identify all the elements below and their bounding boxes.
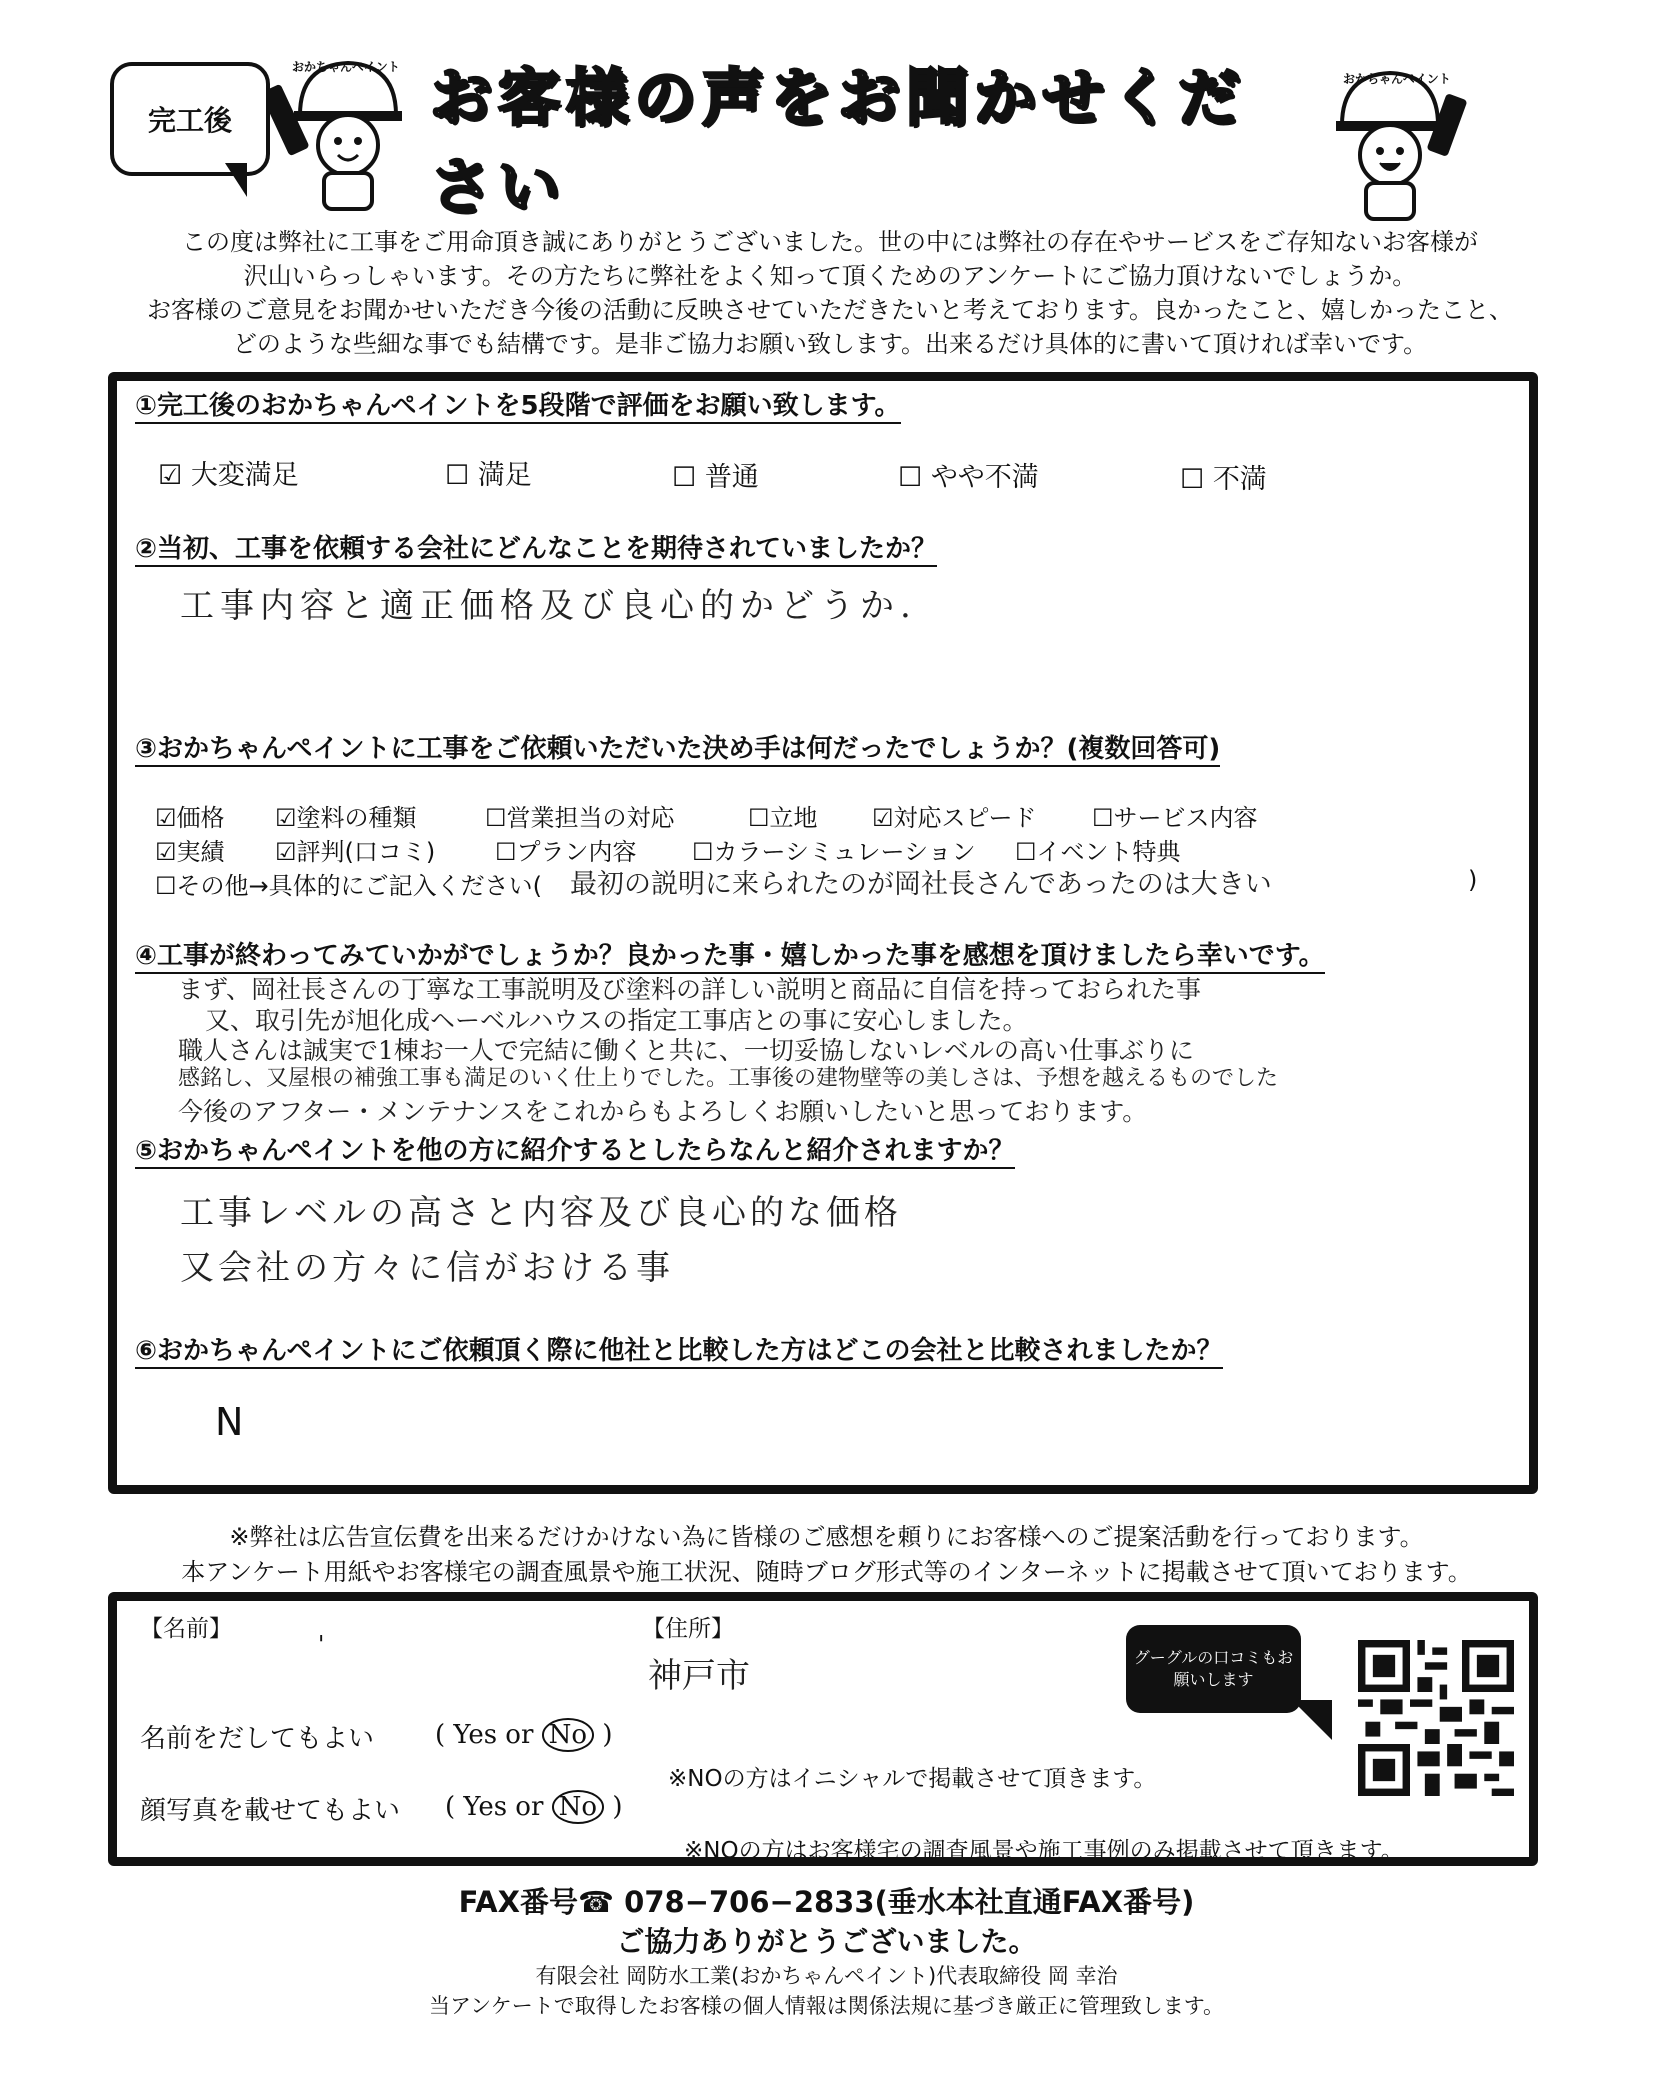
question-2-label: ②当初、工事を依頼する会社にどんなことを期待されていましたか？ (135, 528, 937, 567)
q1-option-somewhat-dissatisfied[interactable] (898, 455, 1039, 494)
company-info: 有限会社 岡防水工業(おかちゃんペイント)代表取締役 岡 幸治 (535, 1964, 1118, 1988)
q1-option-satisfied[interactable] (445, 453, 532, 492)
name-label: 【名前】 (140, 1616, 232, 1642)
intro-line: 沢山いらっしゃいます。その方たちに弊社をよく知って頂くためのアンケートにご協力頂けないでしょうか。 (243, 262, 1417, 290)
option-label: 満足 (477, 460, 532, 491)
close-paren: ) (612, 1792, 623, 1822)
option-label: 価格 (176, 804, 225, 832)
close-paren: ) (602, 1720, 613, 1750)
q3-option-reputation[interactable] (275, 832, 435, 867)
qr-bubble-tail (1292, 1700, 1332, 1740)
intro-line: お客様のご意見をお聞かせいただき今後の活動に反映させていただきたいと考えております。良かったこと、嬉しかったこと、 (146, 296, 1514, 324)
qr-message-bubble: グーグルの口コミもお願いします (1126, 1625, 1301, 1713)
address-label: 【住所】 (642, 1616, 734, 1642)
option-label: 塗料の種類 (296, 804, 417, 832)
option-label: 不満 (1212, 464, 1267, 495)
photo-permission-choice[interactable] (445, 1790, 622, 1824)
question-5-answer-line: 又会社の方々に信がおける事 (180, 1248, 674, 1288)
privacy-notice: 当アンケートで取得したお客様の個人情報は関係法規に基づき厳正に管理致します。 (428, 1994, 1225, 2018)
option-label: 普通 (704, 462, 759, 493)
name-permission-note: ※NOの方はイニシャルで掲載させて頂きます。 (668, 1766, 1157, 1792)
photo-permission-note: ※NOの方はお客様宅の調査風景や施工事例のみ掲載させて頂きます。 (684, 1838, 1404, 1864)
question-5-answer-line: 工事レベルの高さと内容及び良心的な価格 (180, 1193, 902, 1233)
q3-option-response-speed[interactable] (872, 798, 1037, 833)
q1-option-dissatisfied[interactable] (1180, 457, 1267, 496)
question-5-label: ⑤おかちゃんペイントを他の方に紹介するとしたらなんと紹介されますか？ (135, 1130, 1015, 1169)
question-2-answer: 工事内容と適正価格及び良心的かどうか. (180, 586, 917, 626)
checkbox-icon: ☐ (672, 462, 697, 493)
yes-or-label: ( Yes or (445, 1792, 544, 1822)
question-4-answer-line: まず、岡社長さんの丁寧な工事説明及び塗料の詳しい説明と商品に自信を持っておられた事 (178, 975, 1202, 1004)
checkbox-icon: ☐ (898, 462, 923, 493)
option-label: 大変満足 (190, 460, 299, 491)
name-field[interactable]: ' (318, 1632, 325, 1658)
q3-option-track-record[interactable] (155, 832, 225, 867)
question-3-label: ③おかちゃんペイントに工事をご依頼いただいた決め手は何だったでしょうか？(複数回答可) (135, 728, 1220, 767)
option-label: やや不満 (930, 462, 1039, 493)
question-4-answer-line: 職人さんは誠実で1棟お一人で完結に働くと共に、一切妥協しないレベルの高い仕事ぶりに (178, 1036, 1194, 1065)
option-label: カラーシミュレーション (713, 838, 976, 866)
checkbox-checked-icon: ☑ (275, 804, 297, 832)
q3-option-paint-type[interactable] (275, 798, 417, 833)
checkbox-icon: ☐ (1092, 804, 1114, 832)
option-label: 営業担当の対応 (506, 804, 675, 832)
checkbox-icon: ☐ (495, 838, 517, 866)
checkbox-checked-icon: ☑ (275, 838, 297, 866)
question-4-answer-line: 又、取引先が旭化成ヘーベルハウスの指定工事店との事に安心しました。 (205, 1006, 1028, 1035)
option-label: サービス内容 (1113, 804, 1258, 832)
option-label: 評判(口コミ) (296, 838, 436, 866)
q3-other-answer: 最初の説明に来られたのが岡社長さんであったのは大きい (570, 869, 1272, 900)
option-label: その他→具体的にご記入ください( (176, 872, 542, 900)
intro-line: どのような些細な事でも結構です。是非ご協力お願い致します。出来るだけ具体的に書いて頂ければ幸いです。 (232, 330, 1428, 358)
option-label: 対応スピード (893, 804, 1037, 832)
photo-permission-label: 顔写真を載せてもよい (140, 1796, 401, 1826)
intro-line: この度は弊社に工事をご用命頂き誠にありがとうございました。世の中には弊社の存在やサービスをご存知ないお客様が (182, 228, 1478, 256)
checkbox-icon: ☐ (485, 804, 507, 832)
address-field[interactable]: 神戸市 (648, 1656, 750, 1696)
checkbox-icon: ☐ (1180, 464, 1205, 495)
thanks-message: ご協力ありがとうございました。 (616, 1925, 1037, 1958)
q3-option-sales-response[interactable] (485, 798, 675, 833)
checkbox-checked-icon: ☑ (155, 838, 177, 866)
notice-line: 本アンケート用紙やお客様宅の調査風景や施工状況、随時ブログ形式等のインターネットに掲載させて頂いております。 (181, 1558, 1472, 1586)
question-1-label: ①完工後のおかちゃんペイントを5段階で評価をお願い致します。 (135, 385, 901, 424)
checkbox-checked-icon: ☑ (158, 460, 183, 491)
checkbox-checked-icon: ☑ (155, 804, 177, 832)
name-permission-choice[interactable] (435, 1718, 612, 1752)
q3-other-close: ) (1468, 866, 1478, 894)
checkbox-checked-icon: ☑ (872, 804, 894, 832)
intro-text (130, 225, 1530, 361)
qr-code-icon[interactable] (1358, 1640, 1514, 1796)
mascot-right-caption: おかちゃんペイント (1343, 72, 1451, 86)
option-label: 立地 (769, 804, 818, 832)
q1-option-normal[interactable] (672, 455, 759, 494)
notice-line: ※弊社は広告宣伝費を出来るだけかけない為に皆様のご感想を頼りにお客様へのご提案活動を行っております。 (229, 1523, 1424, 1551)
badge-text: 完工後 (147, 104, 232, 137)
question-4-answer-line: 今後のアフター・メンテナンスをこれからもよろしくお願いしたいと思っております。 (178, 1097, 1148, 1126)
option-label: 実績 (176, 838, 225, 866)
q3-option-location[interactable] (748, 798, 818, 833)
page-title: お客様の声をお聞かせください (430, 61, 1247, 223)
badge-bubble (110, 62, 270, 176)
question-6-label: ⑥おかちゃんペイントにご依頼頂く際に他社と比較した方はどこの会社と比較されましたか？ (135, 1330, 1223, 1369)
checkbox-icon: ☐ (445, 460, 470, 491)
q3-option-other[interactable] (155, 866, 542, 901)
checkbox-icon: ☐ (748, 804, 770, 832)
circled-no: No (542, 1718, 594, 1752)
circled-no: No (552, 1790, 604, 1824)
q3-option-service-content[interactable] (1092, 798, 1258, 833)
question-6-answer: N (215, 1400, 244, 1444)
yes-or-label: ( Yes or (435, 1720, 534, 1750)
question-4-answer-line: 感銘し、又屋根の補強工事も満足のいく仕上りでした。工事後の建物壁等の美しさは、予想を越えるものでした (178, 1066, 1279, 1091)
fax-number: FAX番号☎ 078−706−2833(垂水本社直通FAX番号) (458, 1885, 1195, 1919)
checkbox-icon: ☐ (692, 838, 714, 866)
option-label: イベント特典 (1036, 838, 1181, 866)
q1-option-very-satisfied[interactable] (158, 453, 299, 492)
badge-bubble-tail (225, 163, 247, 197)
mascot-left-caption: おかちゃんペイント (292, 60, 400, 74)
q3-option-price[interactable] (155, 798, 225, 833)
name-permission-label: 名前をだしてもよい (140, 1724, 375, 1754)
question-4-label: ④工事が終わってみていかがでしょうか？良かった事・嬉しかった事を感想を頂けましたら幸いです。 (135, 935, 1325, 974)
checkbox-icon: ☐ (155, 872, 177, 900)
option-label: プラン内容 (516, 838, 637, 866)
checkbox-icon: ☐ (1015, 838, 1037, 866)
